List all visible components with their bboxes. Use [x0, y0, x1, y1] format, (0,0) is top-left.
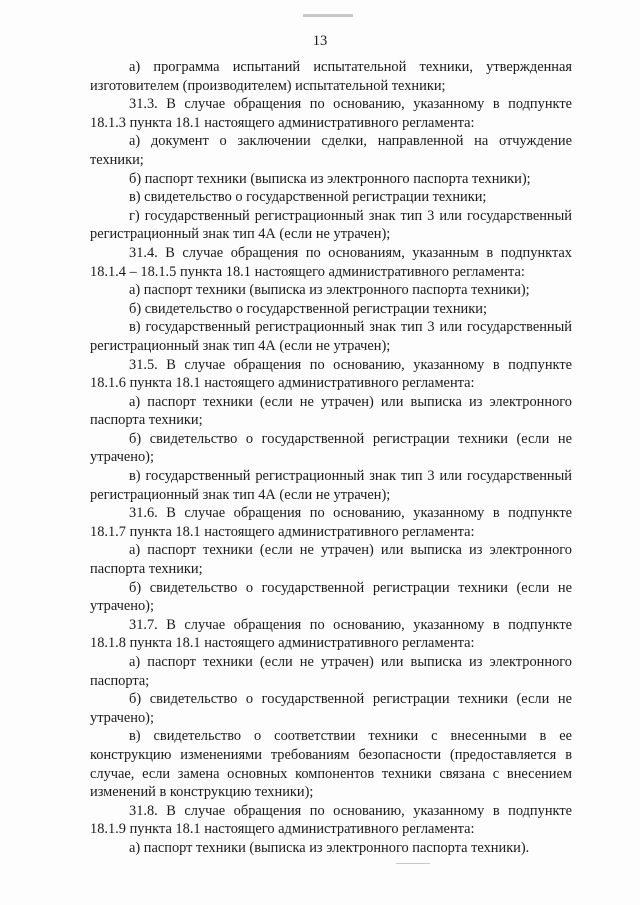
page-number: 13	[312, 33, 328, 49]
paragraph-clause: 31.6. В случае обращения по основанию, указанному в подпункте 18.1.7 пункта 18.1 настоящего административного регламента:	[90, 505, 572, 540]
paragraph-item: а) паспорт техники (если не утрачен) или выписка из электронного паспорта техники;	[90, 393, 572, 429]
paragraph-item: в) государственный регистрационный знак тип 3 или государственный регистрационный знак тип 4А (если не утрачен);	[90, 468, 572, 503]
scan-artifact	[396, 863, 430, 864]
scan-artifact	[303, 14, 353, 17]
paragraph-item: а) документ о заключении сделки, направленной на отчуждение техники;	[90, 133, 572, 168]
paragraph-item: в) свидетельство о государственной регистрации техники;	[129, 189, 487, 206]
paragraph-item: в) свидетельство о соответствии техники с внесенными в ее конструкцию изменениями требованиям безопасности (предоставляется в случае, если замена основных компонентов техники связана с внесением изменений в конструкцию техники);	[90, 728, 572, 801]
paragraph-item: а) паспорт техники (если не утрачен) или выписка из электронного паспорта техники;	[90, 542, 572, 578]
paragraph-item: а) программа испытаний испытательной техники, утвержденная изготовителем (производителем) испытательной техники;	[90, 59, 572, 94]
paragraph-clause: 31.5. В случае обращения по основанию, указанному в подпункте 18.1.6 пункта 18.1 настоящего административного регламента:	[90, 356, 572, 392]
paragraph-item: а) паспорт техники (выписка из электронного паспорта техники);	[129, 282, 530, 299]
paragraph-clause: 31.7. В случае обращения по основанию, указанному в подпункте 18.1.8 пункта 18.1 настоящего административного регламента:	[90, 616, 572, 652]
paragraph-item: б) свидетельство о государственной регистрации техники (если не утрачено);	[90, 579, 572, 615]
paragraph-item: б) свидетельство о государственной регистрации техники (если не утрачено);	[90, 691, 572, 726]
paragraph-item: б) свидетельство о государственной регистрации техники (если не утрачено);	[90, 430, 572, 466]
document-body	[90, 58, 572, 858]
paragraph-item: а) паспорт техники (выписка из электронного паспорта техники).	[129, 839, 530, 856]
paragraph-item: г) государственный регистрационный знак тип 3 или государственный регистрационный знак тип 4А (если не утрачен);	[90, 207, 572, 243]
paragraph-item: а) паспорт техники (если не утрачен) или выписка из электронного паспорта;	[90, 654, 572, 689]
paragraph-item: в) государственный регистрационный знак тип 3 или государственный регистрационный знак тип 4А (если не утрачен);	[90, 319, 572, 354]
paragraph-clause: 31.4. В случае обращения по основаниям, указанным в подпунктах 18.1.4 – 18.1.5 пункта 18.1 настоящего административного регламента:	[90, 244, 572, 280]
paragraph-clause: 31.8. В случае обращения по основанию, указанному в подпункте 18.1.9 пункта 18.1 настоящего административного регламента:	[90, 802, 572, 838]
paragraph-clause: 31.3. В случае обращения по основанию, указанному в подпункте 18.1.3 пункта 18.1 настоящего административного регламента:	[90, 96, 572, 131]
paragraph-item: б) свидетельство о государственной регистрации техники;	[129, 300, 487, 317]
paragraph-item: б) паспорт техники (выписка из электронного паспорта техники);	[129, 170, 531, 187]
